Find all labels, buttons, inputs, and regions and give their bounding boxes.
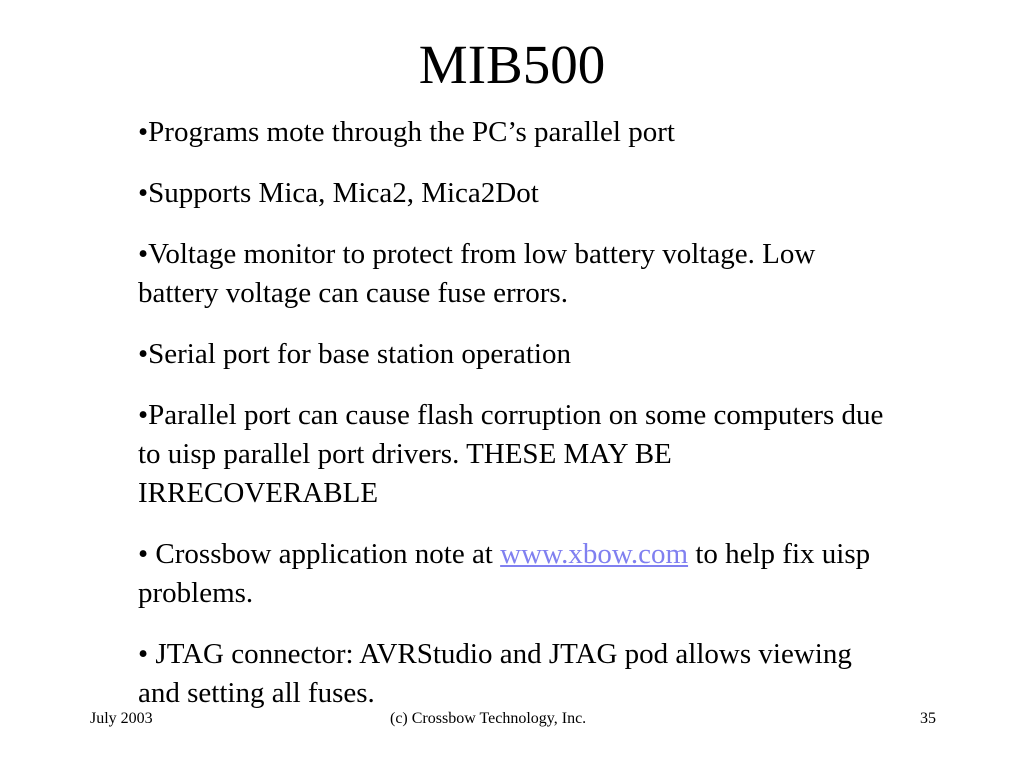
bullet-list — [138, 113, 898, 735]
bullet-item: • JTAG connector: AVRStudio and JTAG pod allows viewing and setting all fuses. — [138, 638, 852, 709]
bullet-item: •Parallel port can cause flash corruption on some computers due to uisp parallel port drivers. THESE MAY BE IRRECOVERABLE — [138, 399, 884, 509]
bullet-item: •Voltage monitor to protect from low battery voltage. Low battery voltage can cause fuse errors. — [138, 238, 816, 309]
footer-date: July 2003 — [90, 710, 153, 727]
footer-copyright: (c) Crossbow Technology, Inc. — [390, 710, 587, 727]
footer-page-number: 35 — [920, 710, 936, 727]
bullet-item: •Serial port for base station operation — [138, 338, 571, 370]
bullet-item-with-link — [138, 535, 898, 613]
bullet-text-after-link: to help fix uisp problems. — [138, 538, 871, 609]
bullet-item: •Supports Mica, Mica2, Mica2Dot — [138, 177, 539, 209]
xbow-link[interactable]: www.xbow.com — [500, 538, 689, 570]
bullet-text-before-link: • Crossbow application note at — [138, 538, 501, 570]
slide-title: MIB500 — [418, 34, 606, 95]
bullet-item: •Programs mote through the PC’s parallel port — [138, 116, 675, 148]
